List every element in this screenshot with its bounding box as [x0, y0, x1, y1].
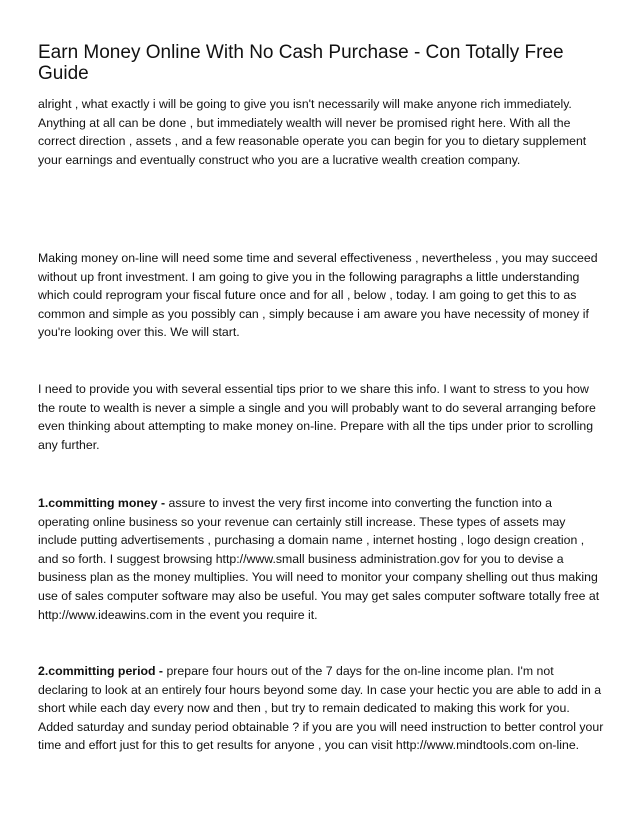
paragraph-committing-period: [38, 662, 606, 755]
paragraph-text: prepare four hours out of the 7 days for the on-line income plan. I'm not declaring to look at an entirely four hours beyond some day. In case your hectic you are able to add in a short while each day every now and then , but try to remain dedicated to making this work for you. Added saturday and sunday period obtainable ? if you are you will need instruction to better control your time and effort just for this to get results for anyone , you can visit http://www.mindtools.com on-line.: [38, 664, 604, 753]
paragraph-essential-tips: [38, 380, 606, 454]
paragraph-text: Making money on-line will need some time and several effectiveness , nevertheless , you may succeed without up front investment. I am going to give you in the following paragraphs a little understanding which could reprogram your fiscal future once and for all , below , today. I am going to get this to as common and simple as you possibly can , simply because i am aware you have necessity of money if you're looking over this. We will start.: [38, 251, 598, 340]
paragraph-text: alright , what exactly i will be going to give you isn't necessarily will make anyone rich immediately. Anything at all can be done , but immediately wealth will never be promised right here. With all the correct direction , assets , and a few reasonable operate you can begin for you to dietary supplement your earnings and eventually construct who you are a lucrative wealth creation company.: [38, 97, 587, 167]
paragraph-lead: 2.committing period -: [38, 664, 167, 678]
page-title: Earn Money Online With No Cash Purchase - Con Totally Free Guide: [38, 42, 564, 84]
paragraph-lead: 1.committing money -: [38, 496, 169, 510]
paragraph-intro: [38, 95, 606, 169]
paragraph-committing-money: [38, 494, 606, 624]
paragraph-text: assure to invest the very first income into converting the function into a operating online business so your revenue can certainly still increase. These types of assets may include putting advertisements , purchasing a domain name , internet hosting , logo design creation , and so forth. I suggest browsing http://www.small business administration.gov for you to devise a business plan as the money multiplies. You will need to monitor your company shelling out thus making use of sales computer software may also be useful. You may get sales computer software totally free at http://www.ideawins.com in the event you require it.: [38, 496, 600, 622]
paragraph-making-money: [38, 249, 606, 342]
paragraph-text: I need to provide you with several essential tips prior to we share this info. I want to stress to you how the route to wealth is never a simple a single and you will probably want to do several arranging before even thinking about attempting to make money on-line. Prepare with all the tips under prior to scrolling any further.: [38, 382, 596, 452]
